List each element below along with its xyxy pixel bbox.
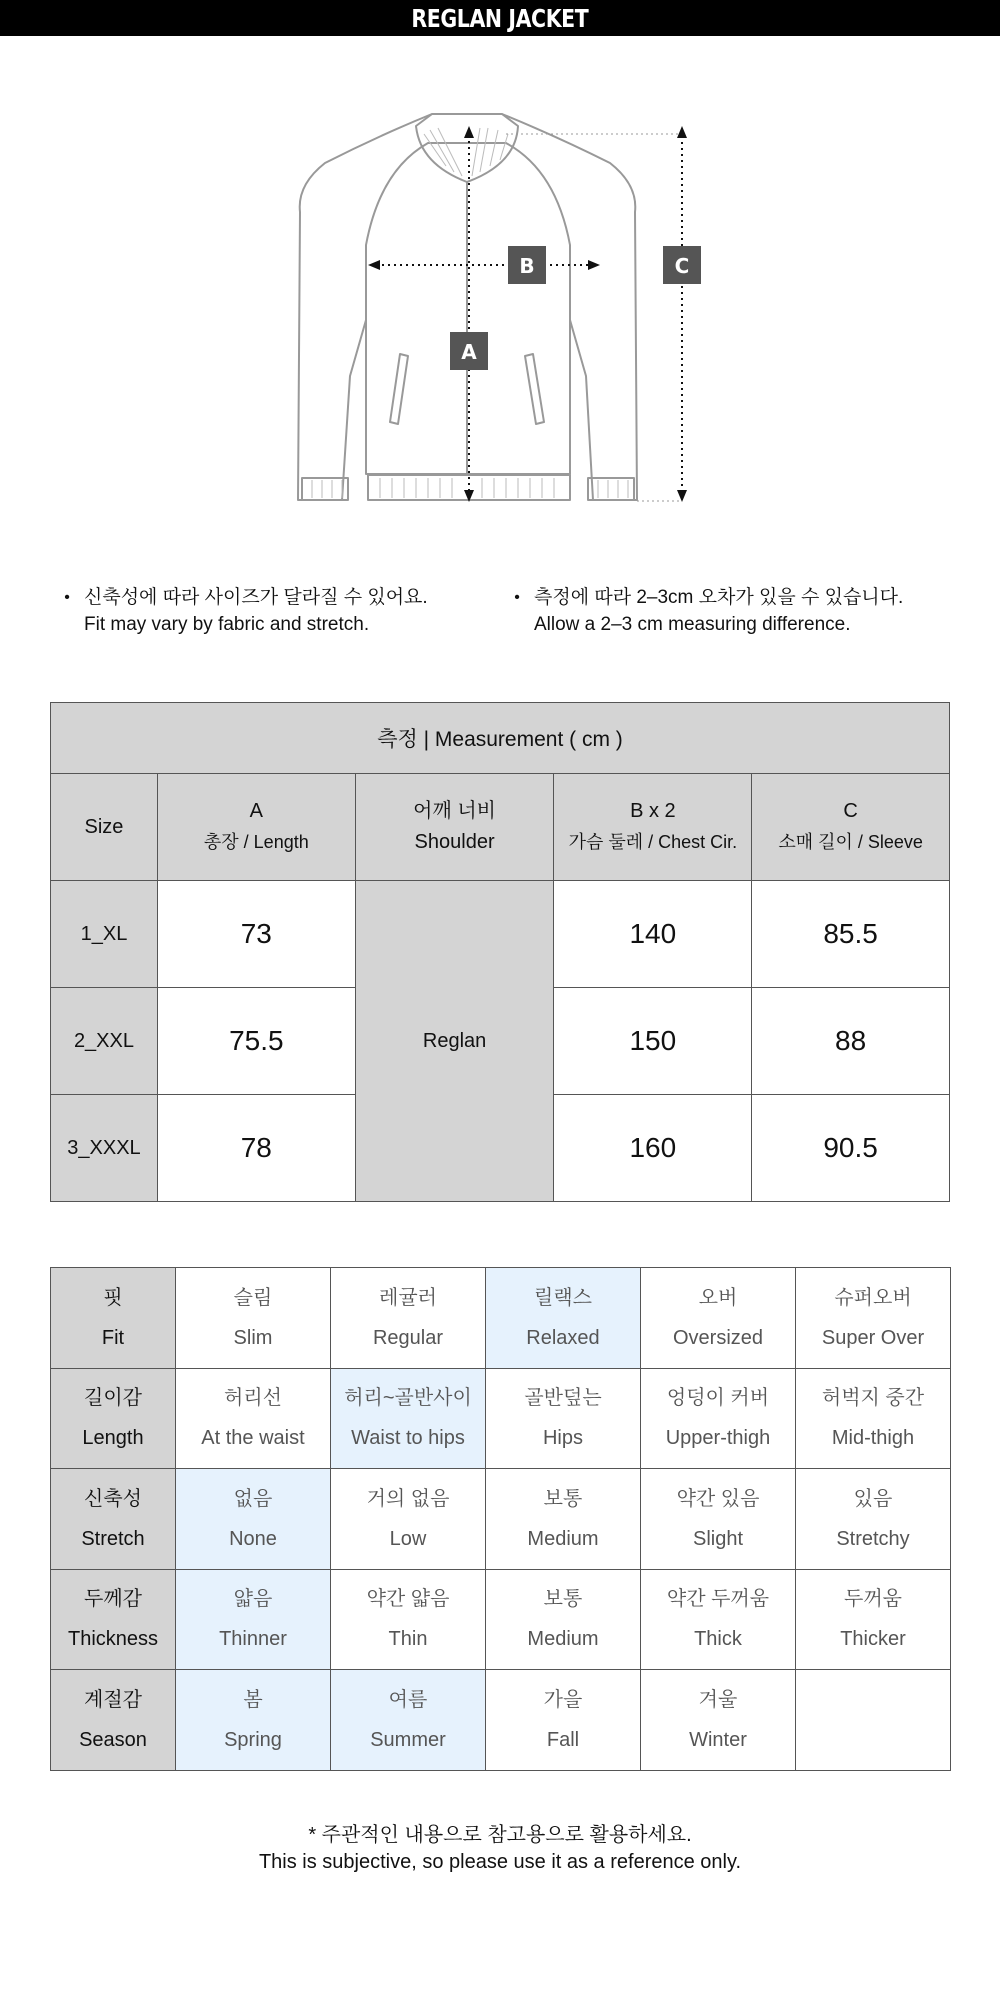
option-cell-selected bbox=[176, 1670, 331, 1771]
option-en: Thicker bbox=[840, 1628, 906, 1651]
value-c: 85.5 bbox=[752, 881, 950, 988]
row-header-ko: 두께감 bbox=[84, 1588, 142, 1611]
table-row bbox=[51, 1368, 951, 1469]
option-en: Thin bbox=[388, 1628, 428, 1651]
notes bbox=[50, 584, 950, 638]
row-header-ko: 핏 bbox=[103, 1286, 123, 1309]
option-en: At the waist bbox=[201, 1427, 305, 1450]
col-header-c bbox=[752, 774, 950, 881]
option-ko: 허벅지 중간 bbox=[821, 1387, 925, 1410]
value-b: 140 bbox=[554, 881, 752, 988]
option-en: Upper-thigh bbox=[665, 1427, 771, 1450]
shoulder-value: Reglan bbox=[355, 881, 554, 1202]
col-header-shoulder-top: 어깨 너비 bbox=[413, 800, 496, 822]
row-header-en: Stretch bbox=[81, 1527, 145, 1550]
option-en: Slight bbox=[692, 1527, 744, 1550]
option-en: Summer bbox=[370, 1728, 446, 1751]
option-ko: 골반덮는 bbox=[524, 1387, 602, 1410]
option-cell-selected bbox=[176, 1469, 331, 1570]
measurement-title: 측정 | Measurement ( cm ) bbox=[51, 703, 950, 774]
option-cell bbox=[796, 1670, 951, 1771]
option-cell bbox=[796, 1569, 951, 1670]
option-ko: 약간 얇음 bbox=[366, 1588, 450, 1611]
option-ko: 얇음 bbox=[233, 1588, 273, 1611]
option-ko: 없음 bbox=[233, 1487, 273, 1510]
option-ko: 엉덩이 커버 bbox=[666, 1387, 770, 1410]
option-ko: 약간 두꺼움 bbox=[666, 1588, 770, 1611]
option-en: Medium bbox=[527, 1628, 599, 1651]
footer-ko: * 주관적인 내용으로 참고용으로 활용하세요. bbox=[308, 1824, 692, 1846]
option-ko: 거의 없음 bbox=[366, 1487, 450, 1510]
row-header-ko: 길이감 bbox=[84, 1387, 142, 1410]
option-cell bbox=[796, 1368, 951, 1469]
option-cell bbox=[641, 1268, 796, 1369]
option-en: Relaxed bbox=[526, 1326, 600, 1349]
option-en: Winter bbox=[689, 1728, 747, 1751]
note-ko: 신축성에 따라 사이즈가 달라질 수 있어요. bbox=[84, 587, 428, 608]
option-ko: 허리~골반사이 bbox=[344, 1387, 472, 1410]
option-cell bbox=[641, 1469, 796, 1570]
note-ko: 측정에 따라 2–3cm 오차가 있을 수 있습니다. bbox=[534, 587, 904, 608]
bullet-icon: • bbox=[514, 589, 520, 606]
size-cell: 2_XXL bbox=[51, 988, 158, 1095]
option-en: Regular bbox=[372, 1326, 444, 1349]
left-pocket bbox=[390, 354, 408, 424]
row-header bbox=[51, 1569, 176, 1670]
option-ko: 오버 bbox=[698, 1286, 738, 1309]
value-b: 150 bbox=[554, 988, 752, 1095]
value-a: 78 bbox=[157, 1095, 355, 1202]
option-ko: 레귤러 bbox=[379, 1286, 437, 1309]
col-header-b-top: B x 2 bbox=[630, 800, 676, 822]
table-row bbox=[51, 1569, 951, 1670]
measurement-table bbox=[50, 702, 950, 1202]
option-ko: 보통 bbox=[543, 1588, 583, 1611]
right-pocket bbox=[525, 354, 544, 424]
row-header-ko: 신축성 bbox=[84, 1487, 142, 1510]
option-cell bbox=[176, 1368, 331, 1469]
option-ko: 릴랙스 bbox=[534, 1286, 592, 1309]
bullet-icon: • bbox=[64, 589, 70, 606]
option-cell bbox=[486, 1469, 641, 1570]
note-en: Fit may vary by fabric and stretch. bbox=[84, 614, 370, 635]
col-header-a-sub: 총장 / Length bbox=[203, 832, 309, 852]
left-cuff bbox=[302, 478, 348, 500]
col-header-c-sub: 소매 길이 / Sleeve bbox=[778, 832, 923, 852]
value-c: 88 bbox=[752, 988, 950, 1095]
option-ko: 여름 bbox=[388, 1688, 428, 1711]
label-a-box bbox=[450, 332, 488, 370]
value-a: 75.5 bbox=[157, 988, 355, 1095]
row-header-en: Season bbox=[79, 1728, 147, 1751]
col-header-shoulder-sub: Shoulder bbox=[414, 831, 495, 853]
table-row bbox=[51, 1670, 951, 1771]
option-ko: 가을 bbox=[543, 1688, 583, 1711]
option-cell bbox=[486, 1368, 641, 1469]
collar-outline bbox=[416, 114, 518, 182]
option-en: Slim bbox=[233, 1326, 273, 1349]
option-en: None bbox=[229, 1527, 277, 1550]
option-en: Thick bbox=[694, 1628, 742, 1651]
row-header bbox=[51, 1670, 176, 1771]
table-row bbox=[51, 1268, 951, 1369]
label-b-box bbox=[508, 246, 546, 284]
option-cell-selected bbox=[176, 1569, 331, 1670]
option-cell bbox=[486, 1569, 641, 1670]
size-cell: 1_XL bbox=[51, 881, 158, 988]
option-en: Low bbox=[389, 1527, 427, 1550]
value-b: 160 bbox=[554, 1095, 752, 1202]
option-en: Mid-thigh bbox=[831, 1427, 915, 1450]
note-item bbox=[50, 584, 500, 638]
option-ko: 약간 있음 bbox=[676, 1487, 760, 1510]
option-cell-selected bbox=[486, 1268, 641, 1369]
col-header-b-sub: 가슴 둘레 / Chest Cir. bbox=[568, 832, 738, 852]
col-header-a-top: A bbox=[249, 800, 263, 822]
label-b: B bbox=[519, 254, 535, 278]
col-header-b bbox=[554, 774, 752, 881]
footer-en: This is subjective, so please use it as a reference only. bbox=[258, 1851, 742, 1873]
option-cell bbox=[486, 1670, 641, 1771]
option-cell bbox=[796, 1268, 951, 1369]
row-header bbox=[51, 1268, 176, 1369]
measure-arrowheads bbox=[368, 126, 687, 502]
option-ko: 겨울 bbox=[698, 1688, 738, 1711]
note-en: Allow a 2–3 cm measuring difference. bbox=[534, 614, 851, 635]
row-header-en: Length bbox=[82, 1427, 144, 1450]
option-en: Fall bbox=[546, 1728, 580, 1751]
option-en: Thinner bbox=[219, 1628, 287, 1651]
option-cell bbox=[331, 1268, 486, 1369]
row-header-en: Thickness bbox=[67, 1628, 159, 1651]
size-cell: 3_XXXL bbox=[51, 1095, 158, 1202]
option-cell bbox=[331, 1569, 486, 1670]
option-ko: 있음 bbox=[853, 1487, 893, 1510]
option-ko: 보통 bbox=[543, 1487, 583, 1510]
option-cell-selected bbox=[331, 1368, 486, 1469]
row-header-en: Fit bbox=[101, 1326, 125, 1349]
footer-note bbox=[0, 1822, 1000, 1876]
header-bar bbox=[0, 0, 1000, 36]
option-en: Hips bbox=[542, 1427, 583, 1450]
table-row bbox=[51, 881, 950, 988]
option-en: Stretchy bbox=[836, 1527, 910, 1550]
row-header bbox=[51, 1368, 176, 1469]
label-a: A bbox=[461, 340, 477, 364]
note-item bbox=[500, 584, 950, 638]
option-en: Spring bbox=[224, 1728, 282, 1751]
option-cell-selected bbox=[331, 1670, 486, 1771]
table-row bbox=[51, 1469, 951, 1570]
option-cell bbox=[641, 1368, 796, 1469]
option-en: Oversized bbox=[672, 1326, 764, 1349]
option-ko: 봄 bbox=[243, 1688, 263, 1711]
jacket-diagram bbox=[280, 100, 720, 520]
value-c: 90.5 bbox=[752, 1095, 950, 1202]
row-header-ko: 계절감 bbox=[84, 1688, 142, 1711]
col-header-shoulder bbox=[355, 774, 554, 881]
option-ko: 두꺼움 bbox=[844, 1588, 902, 1611]
option-en: Super Over bbox=[821, 1326, 925, 1349]
option-en: Waist to hips bbox=[351, 1427, 465, 1450]
value-a: 73 bbox=[157, 881, 355, 988]
option-ko: 허리선 bbox=[224, 1387, 282, 1410]
option-cell bbox=[641, 1670, 796, 1771]
option-cell bbox=[331, 1469, 486, 1570]
row-header bbox=[51, 1469, 176, 1570]
option-cell bbox=[796, 1469, 951, 1570]
label-c-box bbox=[663, 246, 701, 284]
right-cuff bbox=[588, 478, 634, 500]
option-ko: 슬림 bbox=[233, 1286, 273, 1309]
page-title: REGLAN JACKET bbox=[411, 3, 589, 33]
col-header-a bbox=[157, 774, 355, 881]
col-header-size: Size bbox=[51, 774, 158, 881]
option-cell bbox=[176, 1268, 331, 1369]
option-ko: 슈퍼오버 bbox=[834, 1286, 912, 1309]
option-en: Medium bbox=[527, 1527, 599, 1550]
col-header-c-top: C bbox=[843, 800, 858, 822]
option-cell bbox=[641, 1569, 796, 1670]
label-c: C bbox=[674, 254, 690, 278]
fit-table bbox=[50, 1267, 951, 1771]
